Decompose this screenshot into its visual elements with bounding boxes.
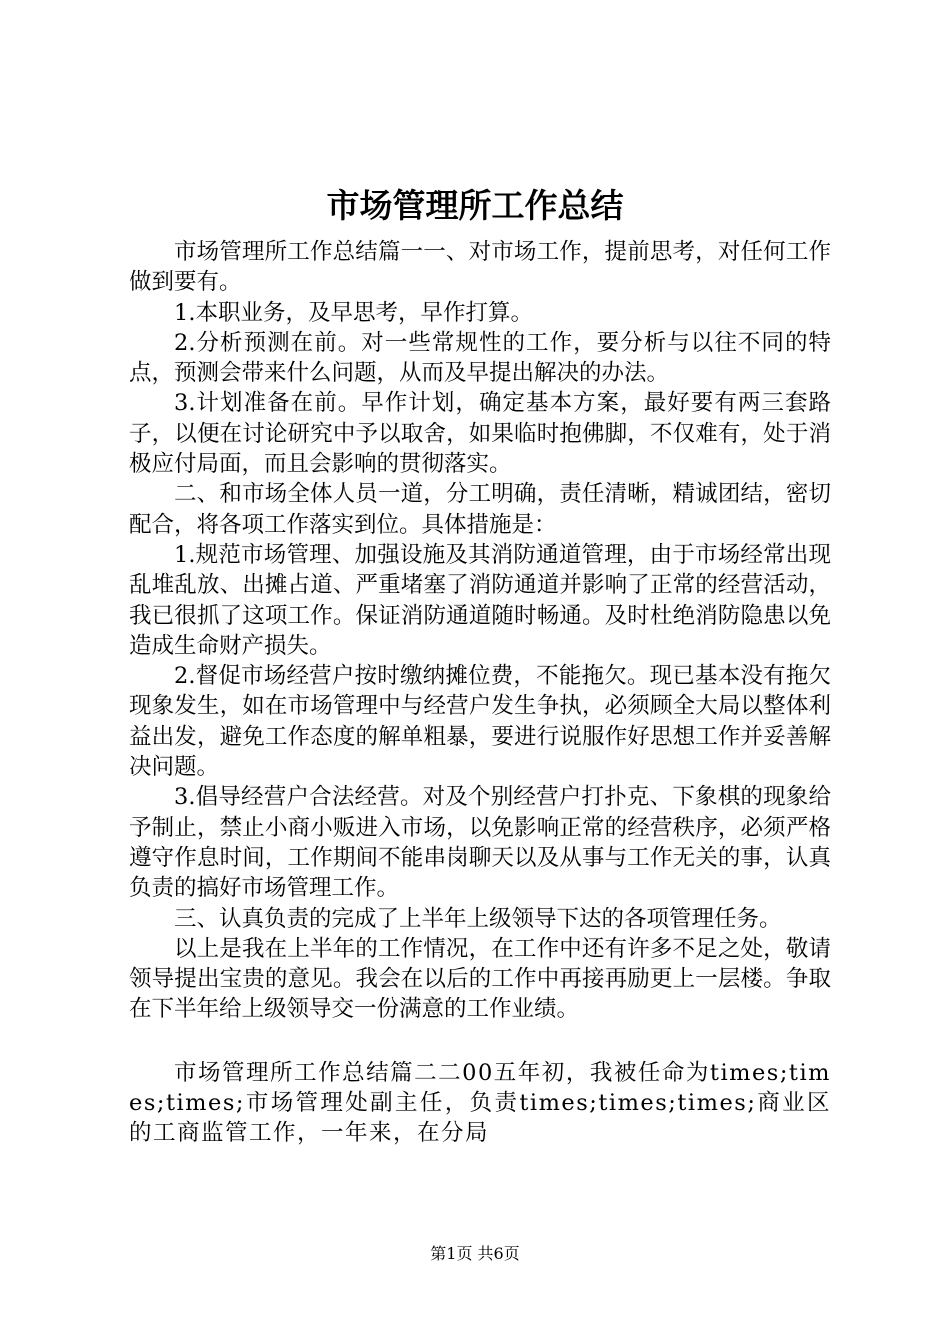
paragraph-section-2: 二、和市场全体人员一道，分工明确，责任清晰，精诚团结，密切配合，将各项工作落实到位。具体措施是：: [129, 481, 831, 538]
paragraph-measure-1: 1.规范市场管理、加强设施及其消防通道管理，由于市场经常出现乱堆乱放、出摊占道、严重堵塞了消防通道并影响了正常的经营活动，我已很抓了这项工作。保证消防通道随时畅通。及时杜绝消防隐患以免造成生命财产损失。: [129, 541, 831, 659]
document-body: [129, 237, 831, 1149]
paragraph-conclusion: 以上是我在上半年的工作情况，在工作中还有许多不足之处，敬请领导提出宝贵的意见。我会在以后的工作中再接再励更上一层楼。争取在下半年给上级领导交一份满意的工作业绩。: [129, 935, 831, 1023]
paragraph-item-3: 3.计划准备在前。早作计划，确定基本方案，最好要有两三套路子，以便在讨论研究中予以取舍，如果临时抱佛脚，不仅难有，处于消极应付局面，而且会影响的贯彻落实。: [129, 390, 831, 478]
paragraph-item-2: 2.分析预测在前。对一些常规性的工作，要分析与以往不同的特点，预测会带来什么问题，从而及早提出解决的办法。: [129, 329, 831, 387]
paragraph-part2-intro: 市场管理所工作总结篇二二00五年初，我被任命为times;times;times;市场管理处副主任，负责times;times;times;商业区的工商监管工作，一年来，在分局: [129, 1059, 831, 1147]
document-title: 市场管理所工作总结: [326, 186, 624, 225]
paragraph-measure-3: 3.倡导经营户合法经营。对及个别经营户打扑克、下象棋的现象给予制止，禁止小商小贩进入市场，以免影响正常的经营秩序，必须严格遵守作息时间，工作期间不能串岗聊天以及从事与工作无关的事，认真负责的搞好市场管理工作。: [129, 784, 831, 902]
page-number: 第1页 共6页: [430, 1244, 520, 1263]
paragraph-section-3: 三、认真负责的完成了上半年上级领导下达的各项管理任务。: [174, 905, 782, 932]
paragraph-item-1: 1.本职业务，及早思考，早作打算。: [174, 299, 533, 326]
paragraph-measure-2: 2.督促市场经营户按时缴纳摊位费，不能拖欠。现已基本没有拖欠现象发生，如在市场管理中与经营户发生争执，必须顾全大局以整体利益出发，避免工作态度的解单粗暴，要进行说服作好思想工作并妥善解决问题。: [129, 663, 831, 781]
paragraph-intro: 市场管理所工作总结篇一一、对市场工作，提前思考，对任何工作做到要有。: [129, 239, 831, 296]
